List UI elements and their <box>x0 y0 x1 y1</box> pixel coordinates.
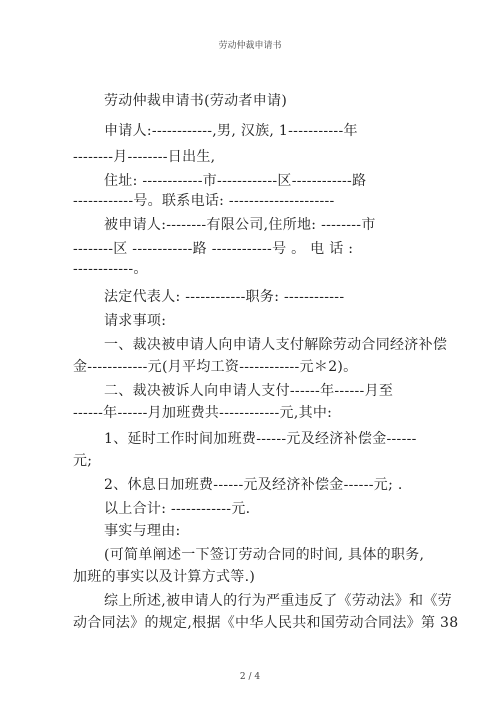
section-heading: 事实与理由: <box>104 523 181 539</box>
page-number: 2 / 4 <box>239 672 261 682</box>
body-line: 申请人:------------,男, 汉族, 1-----------年 <box>104 123 358 139</box>
body-line: 二、裁决被诉人向申请人支付------年------月至 <box>104 383 394 399</box>
body-line: 2、休息日加班费------元及经济补偿金------元; . <box>104 477 403 493</box>
section-heading: 请求事项: <box>104 313 167 329</box>
body-line: 金------------元(月平均工资------------元＊2)。 <box>73 359 358 375</box>
document-title: 劳动仲裁申请书(劳动者申请) <box>104 93 288 109</box>
body-line: ------------。 <box>73 261 148 277</box>
body-line: 住址: ------------市------------区------------路 <box>104 173 367 189</box>
body-line: 元; <box>73 453 93 469</box>
body-line: 被申请人:--------有限公司,住所地: --------市 <box>104 217 376 233</box>
body-line: --------区 ------------路 ------------号 。 电 话 : <box>73 241 354 257</box>
body-line: --------月--------日出生, <box>73 149 216 165</box>
body-line: 法定代表人: ------------职务: ------------ <box>104 289 345 305</box>
body-line: 加班的事实以及计算方式等.) <box>73 569 256 585</box>
body-line: 综上所述,被申请人的行为严重违反了《劳动法》和《劳 <box>104 593 452 609</box>
body-line: 一、裁决被申请人向申请人支付解除劳动合同经济补偿 <box>104 337 448 353</box>
body-line: 动合同法》的规定,根据《中华人民共和国劳动合同法》第 38 <box>73 615 459 631</box>
running-header: 劳动仲裁申请书 <box>218 41 282 51</box>
body-line: ------------号。联系电话: --------------------- <box>73 193 335 209</box>
body-line: 以上合计: ------------元. <box>104 501 251 517</box>
body-line: ------年------月加班费共------------元,其中: <box>73 405 333 421</box>
body-line: (可简单阐述一下签订劳动合同的时间, 具体的职务, <box>104 547 425 563</box>
body-line: 1、延时工作时间加班费------元及经济补偿金------ <box>104 431 417 447</box>
